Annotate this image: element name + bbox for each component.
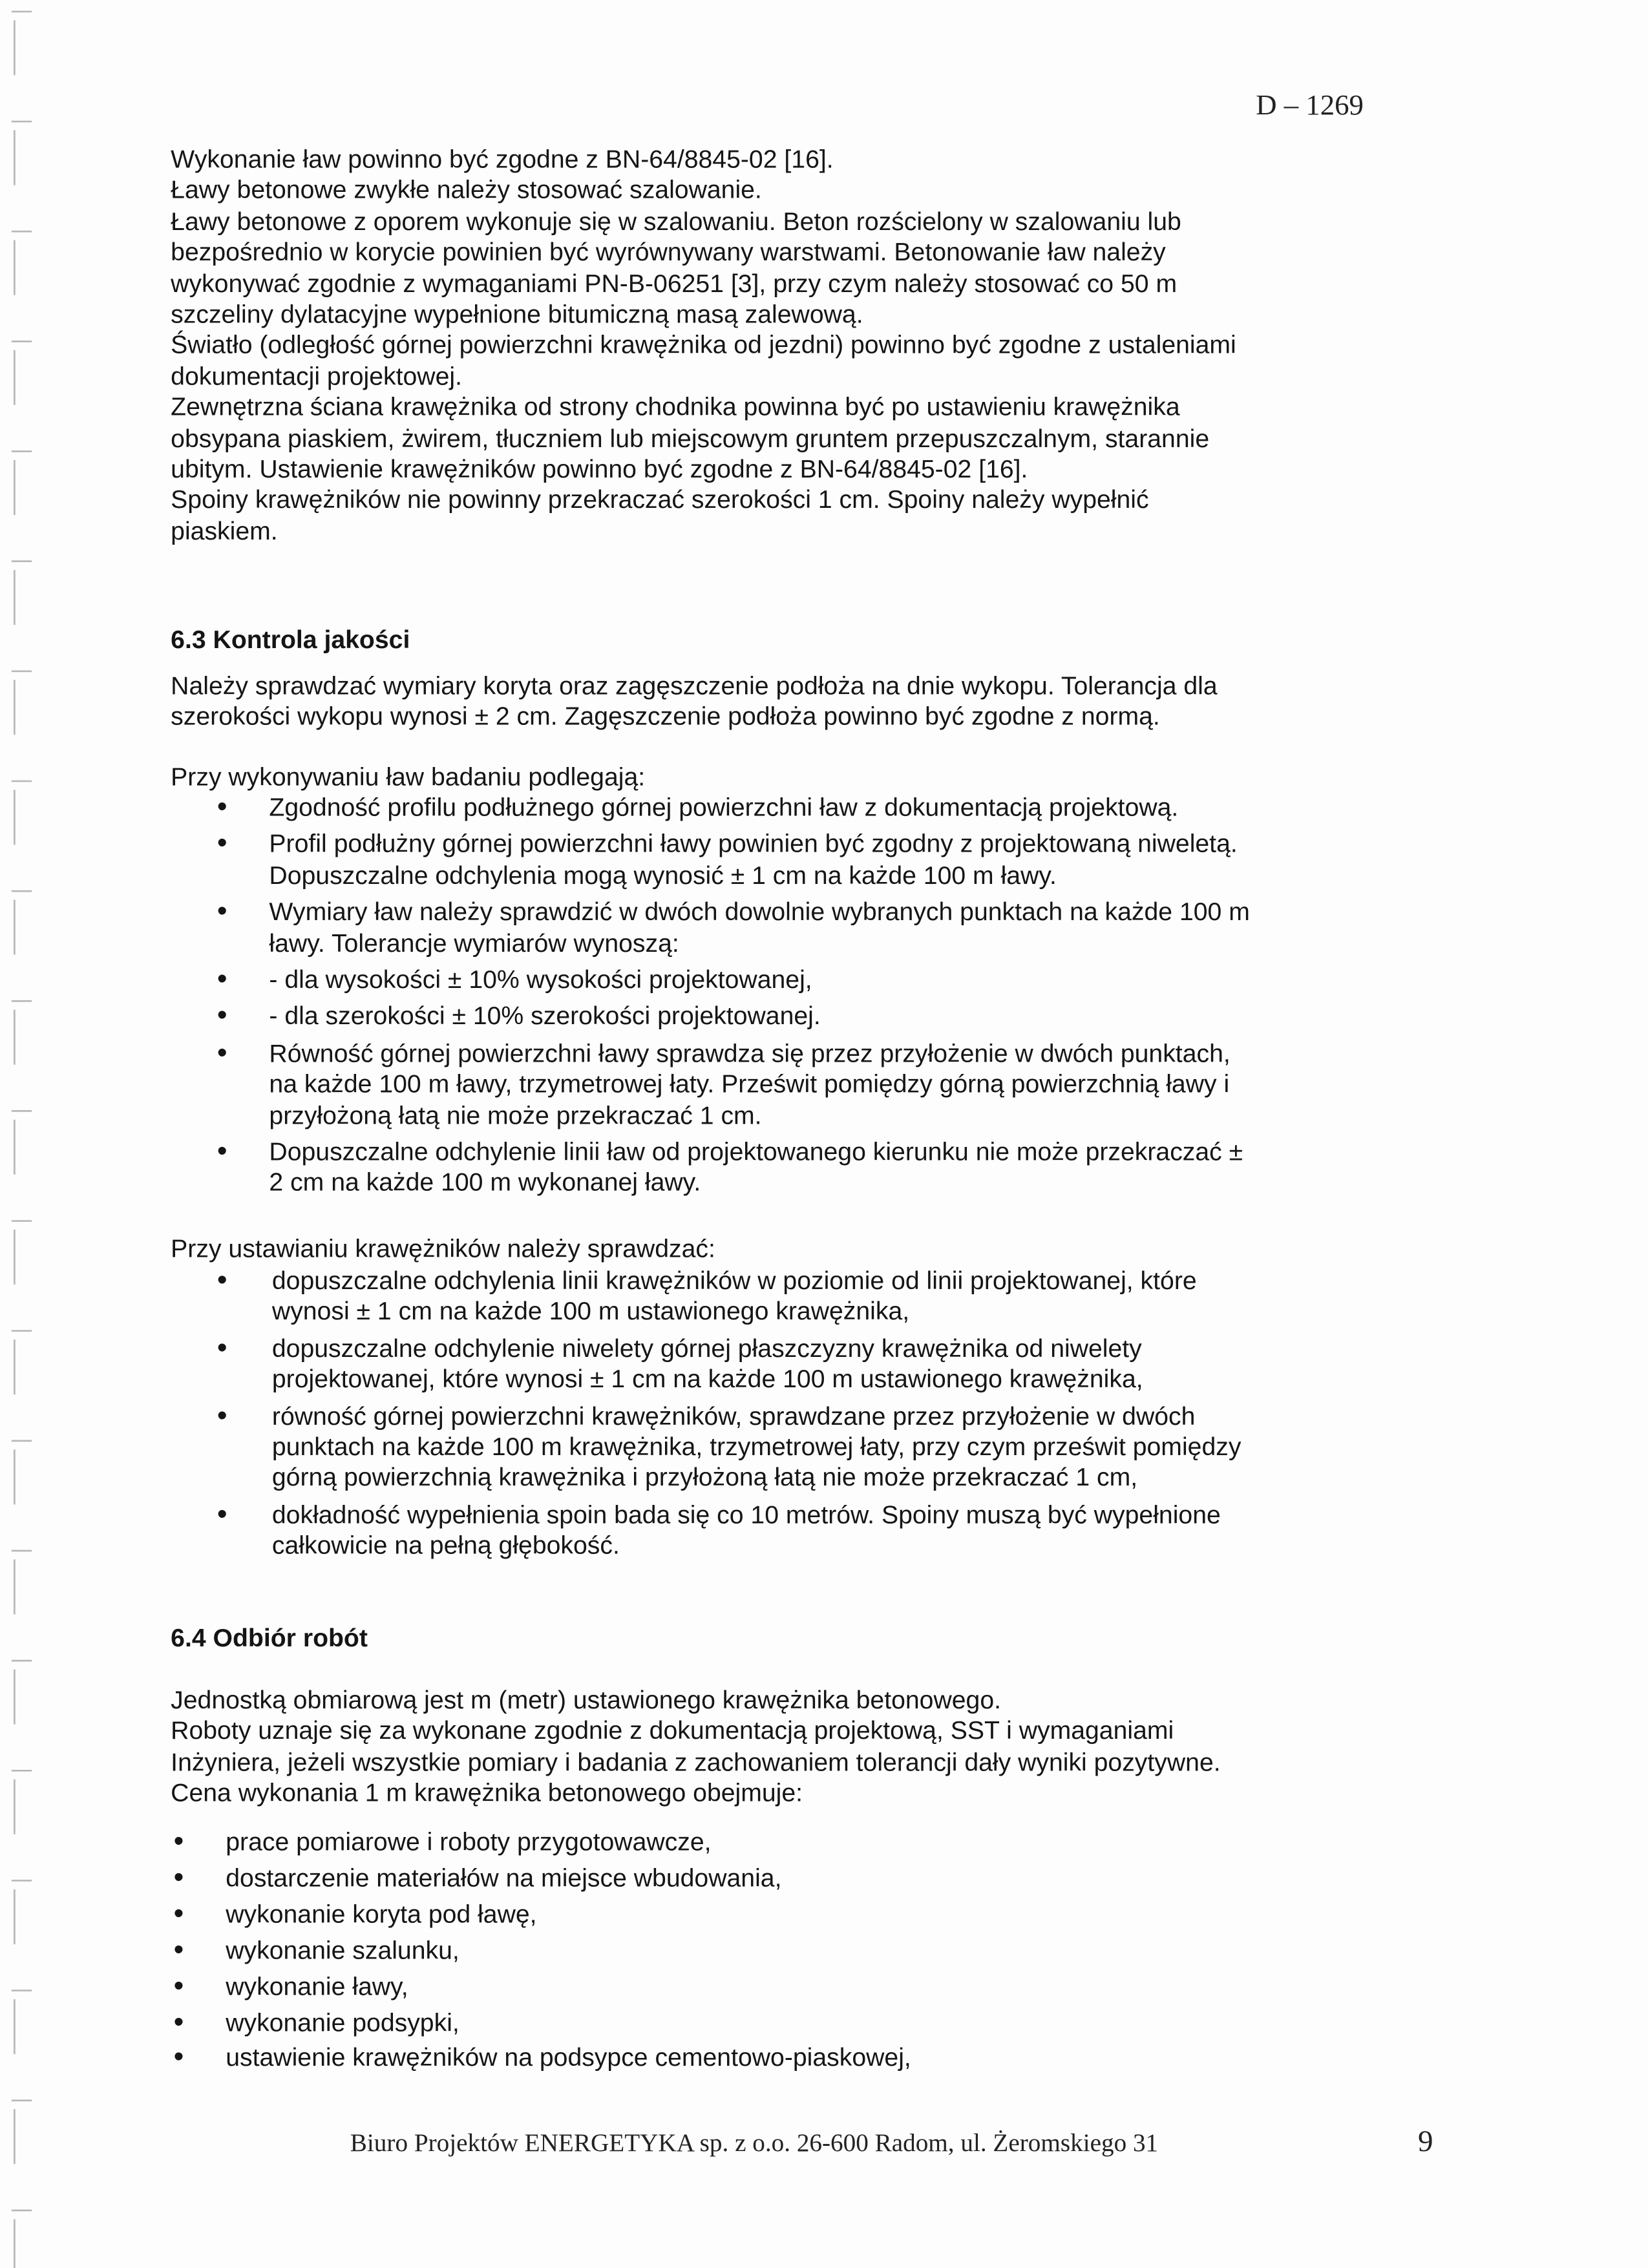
footer-company: Biuro Projektów ENERGETYKA sp. z o.o. 26-600 Radom, ul. Żeromskiego 31 bbox=[350, 2128, 1159, 2158]
binding-mark bbox=[12, 2101, 32, 2165]
list-item: • dokładność wypełnienia spoin bada się co 10 metrów. Spoiny muszą być wypełnione całkowicie na pełną głębokość. bbox=[272, 1500, 1430, 1562]
list-item: • dostarczenie materiałów na miejsce wbudowania, bbox=[226, 1863, 1412, 1894]
benches-checklist bbox=[269, 793, 1441, 1205]
price-includes-list bbox=[226, 1827, 1412, 2079]
list-item: • ustawienie krawężników na podsypce cementowo-piaskowej, bbox=[226, 2043, 1412, 2074]
benches-list-intro: Przy wykonywaniu ław badaniu podlegają: bbox=[171, 762, 646, 792]
list-item: • dopuszczalne odchylenie niwelety górnej płaszczyzny krawężnika od niwelety projektowanej, które wynosi ± 1 cm na każde 100 m ustawionego krawężnika, bbox=[272, 1334, 1430, 1396]
list-item: • Profil podłużny górnej powierzchni ławy powinien być zgodny z projektowaną niweletą. Dopuszczalne odchylenia mogą wynosić ± 1 cm na każde 100 m ławy. bbox=[269, 830, 1441, 892]
list-item: • Zgodność profilu podłużnego górnej powierzchni ław z dokumentacją projektową. bbox=[269, 793, 1441, 824]
curbs-list-intro: Przy ustawianiu krawężników należy sprawdzać: bbox=[171, 1234, 715, 1263]
binding-mark bbox=[12, 1770, 32, 1834]
list-item: • prace pomiarowe i roboty przygotowawcze, bbox=[226, 1827, 1412, 1858]
binding-mark bbox=[12, 1991, 32, 2055]
list-item: • Wymiary ław należy sprawdzić w dwóch dowolnie wybranych punktach na każde 100 m ławy. Tolerancje wymiarów wynoszą: bbox=[269, 898, 1441, 960]
list-item: • wykonanie ławy, bbox=[226, 1971, 1412, 2002]
binding-mark bbox=[12, 1661, 32, 1725]
binding-mark bbox=[12, 1111, 32, 1175]
intro-paragraph: Wykonanie ław powinno być zgodne z BN-64/8845-02 [16]. Ławy betonowe zwykłe należy stosować szalowanie. Ławy betonowe z oporem wykonuje się w szalowaniu. Beton rozścielony w szalowaniu lub bezpośrednio w korycie powinien być wyrównywany warstwami. Betonowanie ław należy wykonywać zgodnie z wymaganiami PN-B-06251 [3], przy czym należy stosować co 50 m szczeliny dylatacyjne wypełnione bitumiczną masą zalewową. Światło (odległość górnej powierzchni krawężnika od jezdni) powinno być zgodne z ustaleniami dokumentacji projektowej. Zewnętrzna ściana krawężnika od strony chodnika powinna być po ustawieniu krawężnika obsypana piaskiem, żwirem, tłuczniem lub miejscowym gruntem przepuszczalnym, starannie ubitym. Ustawienie krawężników powinno być zgodne z BN-64/8845-02 [16]. Spoiny krawężników nie powinny przekraczać szerokości 1 cm. Spoiny należy wypełnić piaskiem. bbox=[171, 144, 1236, 545]
list-item: • wykonanie szalunku, bbox=[226, 1935, 1412, 1966]
binding-mark bbox=[12, 121, 32, 185]
list-item: • dopuszczalne odchylenia linii krawężników w poziomie od linii projektowanej, które wynosi ± 1 cm na każde 100 m ustawionego krawężnika, bbox=[272, 1266, 1430, 1328]
binding-holes-decoration bbox=[6, 0, 58, 2268]
binding-mark bbox=[12, 1551, 32, 1615]
section-heading-quality-control: 6.3 Kontrola jakości bbox=[171, 625, 410, 654]
binding-mark bbox=[12, 1331, 32, 1395]
binding-mark bbox=[12, 452, 32, 516]
binding-mark bbox=[12, 1001, 32, 1065]
binding-mark bbox=[12, 891, 32, 955]
binding-mark bbox=[12, 1880, 32, 1944]
binding-mark bbox=[12, 1221, 32, 1285]
list-item: • wykonanie podsypki, bbox=[226, 2007, 1412, 2038]
document-code: D – 1269 bbox=[1256, 89, 1364, 122]
binding-mark bbox=[12, 781, 32, 845]
acceptance-paragraph: Jednostką obmiarową jest m (metr) ustawionego krawężnika betonowego. Roboty uznaje się za wykonane zgodnie z dokumentacją projektową, SST i wymaganiami Inżyniera, jeżeli wszystkie pomiary i badania z zachowaniem tolerancji dały wyniki pozytywne. Cena wykonania 1 m krawężnika betonowego obejmuje: bbox=[171, 1685, 1221, 1807]
binding-mark bbox=[12, 12, 32, 76]
quality-control-paragraph: Należy sprawdzać wymiary koryta oraz zagęszczenie podłoża na dnie wykopu. Tolerancja dla szerokości wykopu wynosi ± 2 cm. Zagęszczenie podłoża powinno być zgodne z normą. bbox=[171, 671, 1218, 731]
list-item: • Dopuszczalne odchylenie linii ław od projektowanego kierunku nie może przekraczać ± 2 cm na każde 100 m wykonanej ławy. bbox=[269, 1137, 1441, 1199]
binding-mark bbox=[12, 1441, 32, 1505]
list-item: • równość górnej powierzchni krawężników, sprawdzane przez przyłożenie w dwóch punktach na każde 100 m krawężnika, trzymetrowej łaty, przy czym prześwit pomiędzy górną powierzchnią krawężnika i przyłożoną łatą nie może przekraczać 1 cm, bbox=[272, 1402, 1430, 1495]
list-item: • Równość górnej powierzchni ławy sprawdza się przez przyłożenie w dwóch punktach, na każde 100 m ławy, trzymetrowej łaty. Prześwit pomiędzy górną powierzchnią ławy i przyłożoną łatą nie może przekraczać 1 cm. bbox=[269, 1038, 1441, 1131]
section-heading-acceptance: 6.4 Odbiór robót bbox=[171, 1622, 368, 1652]
binding-mark bbox=[12, 562, 32, 625]
binding-mark bbox=[12, 671, 32, 735]
binding-mark bbox=[12, 231, 32, 295]
binding-mark bbox=[12, 2210, 32, 2268]
list-item: • wykonanie koryta pod ławę, bbox=[226, 1899, 1412, 1930]
list-item: • - dla wysokości ± 10% wysokości projektowanej, bbox=[269, 965, 1441, 996]
curbs-checklist bbox=[272, 1266, 1430, 1568]
page-number: 9 bbox=[1418, 2123, 1433, 2159]
binding-mark bbox=[12, 341, 32, 405]
list-item: • - dla szerokości ± 10% szerokości projektowanej. bbox=[269, 1002, 1441, 1033]
